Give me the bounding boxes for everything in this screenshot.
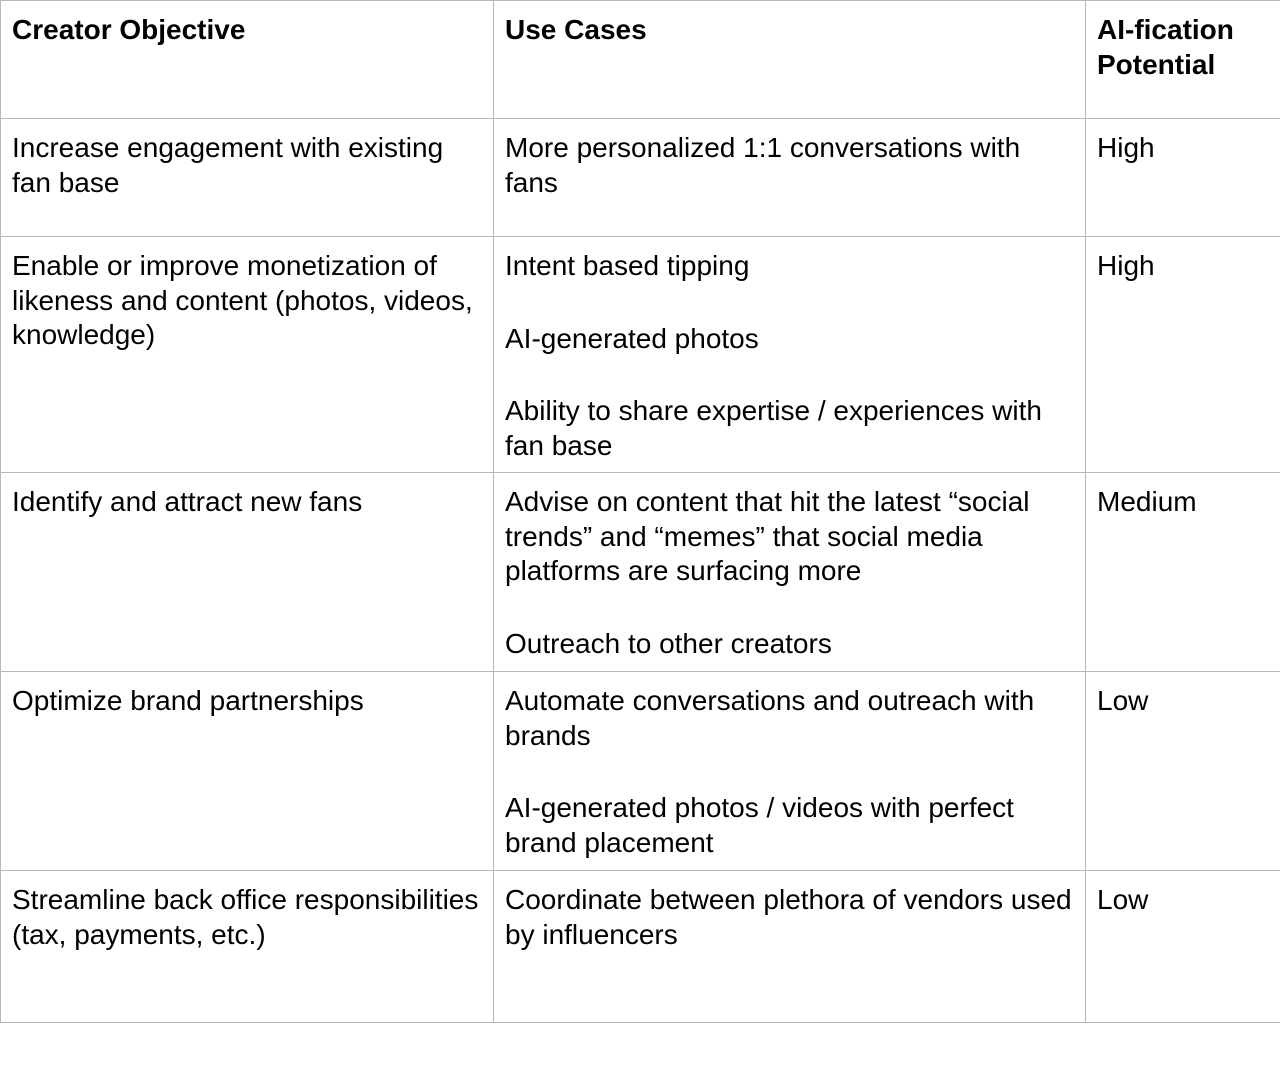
objective-cell: Optimize brand partnerships bbox=[1, 672, 494, 871]
objective-cell: Increase engagement with existing fan base bbox=[1, 119, 494, 237]
potential-cell: High bbox=[1086, 119, 1280, 237]
header-ai-fication-potential: AI-fication Potential bbox=[1086, 1, 1280, 119]
table-row bbox=[1, 871, 1280, 1023]
use-cases-cell bbox=[494, 473, 1086, 672]
potential-cell: Low bbox=[1086, 871, 1280, 1023]
use-cases-cell bbox=[494, 237, 1086, 473]
objective-cell: Streamline back office responsibilities (tax, payments, etc.) bbox=[1, 871, 494, 1023]
use-cases-cell bbox=[494, 119, 1086, 237]
objective-cell: Enable or improve monetization of likeness and content (photos, videos, knowledge) bbox=[1, 237, 494, 473]
use-case: AI-generated photos / videos with perfect brand placement bbox=[505, 792, 1014, 858]
use-case: Automate conversations and outreach with brands bbox=[505, 685, 1035, 751]
use-cases-cell bbox=[494, 672, 1086, 871]
table-row bbox=[1, 119, 1280, 237]
table-row bbox=[1, 237, 1280, 473]
use-case: Advise on content that hit the latest “social trends” and “memes” that social media platforms are surfacing more bbox=[505, 486, 1030, 586]
use-case: Coordinate between plethora of vendors used by influencers bbox=[505, 884, 1072, 950]
use-case: AI-generated photos bbox=[505, 322, 759, 354]
objective-cell: Identify and attract new fans bbox=[1, 473, 494, 672]
header-creator-objective: Creator Objective bbox=[1, 1, 494, 119]
header-row bbox=[1, 1, 1280, 119]
use-case: Outreach to other creators bbox=[505, 627, 832, 659]
table-row bbox=[1, 672, 1280, 871]
use-case: Intent based tipping bbox=[505, 250, 750, 281]
table-row bbox=[1, 473, 1280, 672]
use-case: Ability to share expertise / experiences with fan base bbox=[505, 395, 1042, 461]
potential-cell: Low bbox=[1086, 672, 1280, 871]
header-use-cases: Use Cases bbox=[494, 1, 1086, 119]
potential-cell: High bbox=[1086, 237, 1280, 473]
use-case: More personalized 1:1 conversations with fans bbox=[505, 132, 1021, 198]
potential-cell: Medium bbox=[1086, 473, 1280, 672]
use-cases-cell bbox=[494, 871, 1086, 1023]
